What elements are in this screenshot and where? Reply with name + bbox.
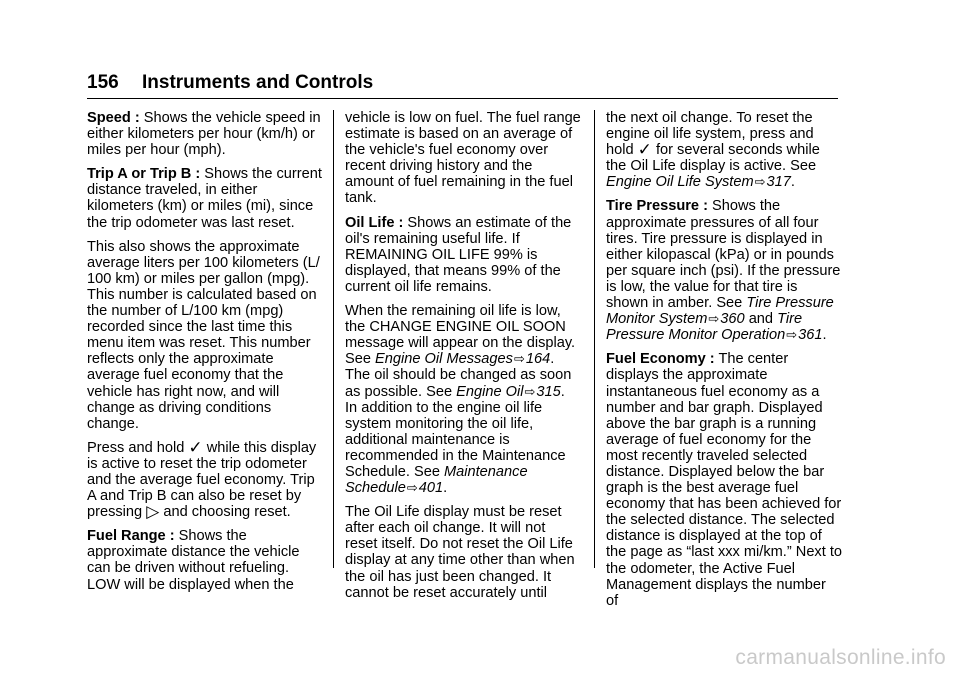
term-label: Speed :	[87, 110, 140, 126]
section-title: Instruments and Controls	[142, 72, 374, 93]
page-reference[interactable]: 315	[536, 383, 561, 400]
check-icon: ✓	[188, 437, 203, 457]
page-arrow-icon: ⇨	[754, 174, 766, 190]
fuel-range-continued: vehicle is low on fuel. The fuel range estimate is based on an average of the vehicle's fuel economy over recent driving history and the amount of fuel remaining in the fuel tank.	[345, 110, 581, 207]
cross-reference-link[interactable]: Engine Oil Messages	[375, 351, 513, 368]
oil-life-paragraph: Oil Life : Shows an estimate of the oil's remaining useful life. If REMAINING OIL LIFE 99% is displayed, that means 99% of the current oil life remains.	[345, 214, 572, 295]
term-label: Oil Life :	[345, 214, 404, 231]
term-label: Fuel Economy :	[606, 351, 715, 368]
tire-pressure-paragraph: Tire Pressure : Shows the approximate pressures of all four tires. Tire pressure is displayed in either kilopascal (kPa) or in pounds per square inch (psi). If the pressure is low, the value for that tire is shown in amber. See Tire Pressure Monitor System⇨360 and Tire Pressure Monitor Operation⇨361.	[606, 198, 841, 344]
page-number: 156	[87, 72, 119, 93]
text-column-2	[345, 110, 581, 609]
page-arrow-icon: ⇨	[524, 383, 536, 399]
term-label: Tire Pressure :	[606, 198, 708, 215]
term-label: Trip A or Trip B :	[87, 166, 201, 183]
page-arrow-icon: ⇨	[708, 311, 720, 327]
cross-reference-link[interactable]: Engine Oil Life System	[606, 174, 754, 191]
fuel-economy-paragraph: Fuel Economy : The center displays the approximate instantaneous fuel economy as a number and bar graph. Displayed above the bar graph is a running average of fuel economy for the most recently traveled selected distance. Displayed below the bar graph is the best average fuel economy that has been achieved for the selected distance. The selected distance is displayed at the top of the page as “last xxx mi/km.” Next to the odometer, the Active Fuel Management displays the number of	[606, 351, 843, 609]
average-paragraph: This also shows the approximate average liters per 100 kilometers (L/ 100 km) or miles per gallon (mpg). This number is calculated based on the number of L/100 km (mpg) recorded since the last time this menu item was reset. This number reflects only the approximate average fuel economy that the vehicle has right now, and will change as driving conditions change.	[87, 238, 320, 432]
page-reference[interactable]: 361	[798, 327, 823, 344]
oil-low-paragraph: When the remaining oil life is low, the CHANGE ENGINE OIL SOON message will appear on the display. See Engine Oil Messages⇨164. The oil should be changed as soon as possible. See Engine Oil⇨315. In addition to the engine oil life system monitoring the oil life, additional maintenance is recommended in the Maintenance Schedule. See Maintenance Schedule⇨401.	[345, 303, 576, 497]
page-header	[87, 70, 838, 99]
text-column-1	[87, 110, 323, 601]
page-reference[interactable]: 164	[525, 351, 551, 368]
page-arrow-icon: ⇨	[513, 351, 525, 367]
column-divider	[333, 110, 334, 568]
watermark: carmanualsonline.info	[735, 646, 946, 669]
page-reference[interactable]: 317	[766, 174, 791, 191]
triangle-right-icon: ▷	[146, 502, 160, 522]
page-arrow-icon: ⇨	[786, 327, 798, 343]
cross-reference-link[interactable]: Tire Pressure Monitor System	[606, 295, 834, 328]
page-arrow-icon: ⇨	[406, 480, 418, 496]
page-reference[interactable]: 401	[418, 480, 444, 497]
oil-reset-paragraph: The Oil Life display must be reset after each oil change. It will not reset itself. Do not reset the Oil Life display at any time other than when the oil has just been changed. It cannot be reset accurately until	[345, 504, 575, 601]
term-label: Fuel Range :	[87, 528, 175, 545]
fuel-range-paragraph: Fuel Range : Shows the approximate distance the vehicle can be driven without refueling. LOW will be displayed when the	[87, 528, 300, 593]
check-icon: ✓	[637, 140, 652, 160]
cross-reference-link[interactable]: Engine Oil	[456, 383, 524, 400]
cross-reference-link[interactable]: Tire Pressure Monitor Operation	[606, 311, 803, 344]
speed-paragraph: Speed : Shows the vehicle speed in either kilometers per hour (km/h) or miles per hour (mph).	[87, 110, 321, 159]
press-hold-paragraph: Press and hold ✓ while this display is active to reset the trip odometer and the average fuel economy. Trip A and Trip B can also be reset by pressing ▷ and choosing reset.	[87, 437, 317, 522]
cross-reference-link[interactable]: Maintenance Schedule	[345, 463, 528, 497]
oil-reset-continued: the next oil change. To reset the engine oil life system, press and hold ✓ for several seconds while the Oil Life display is active. See Engine Oil Life System⇨317.	[606, 110, 820, 191]
column-divider	[594, 110, 595, 568]
text-column-3	[606, 110, 842, 617]
page-reference[interactable]: 360	[720, 311, 745, 328]
trip-paragraph: Trip A or Trip B : Shows the current distance traveled, in either kilometers (km) or miles (mi), since the trip odometer was last reset.	[87, 166, 322, 231]
